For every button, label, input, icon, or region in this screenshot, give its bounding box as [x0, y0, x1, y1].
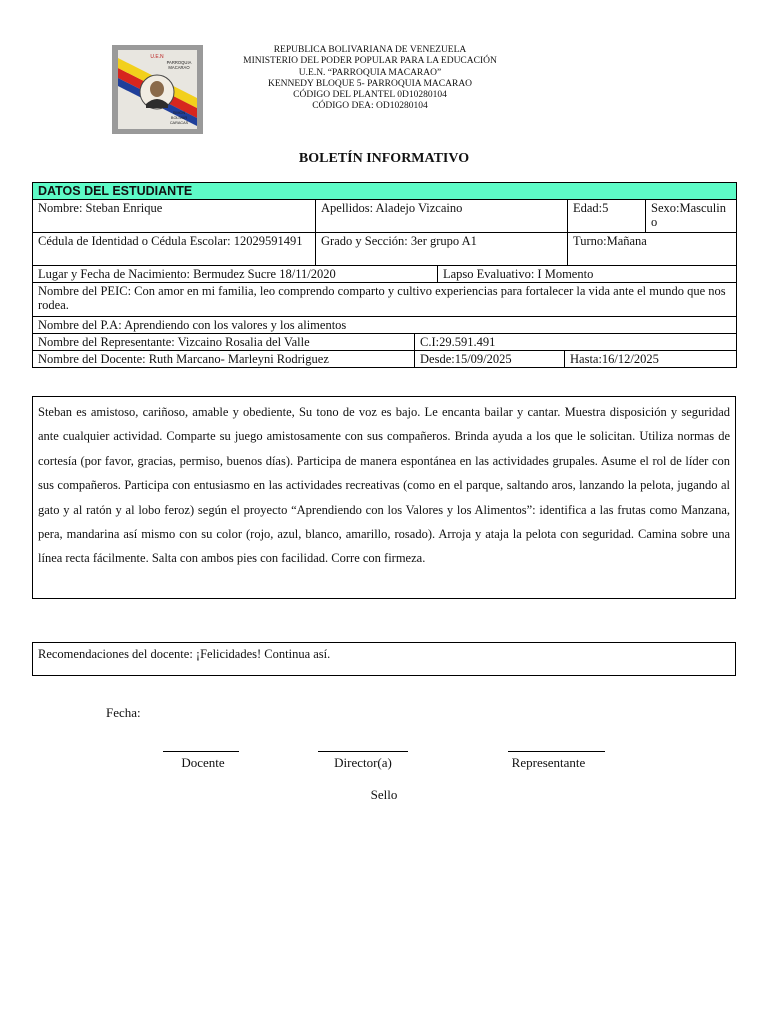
- header-line: MINISTERIO DEL PODER POPULAR PARA LA EDUCACIÓN: [243, 56, 497, 67]
- staff-data-table: [32, 333, 737, 368]
- representative-id: C.I:29.591.491: [415, 334, 737, 351]
- period-start: Desde:15/09/2025: [415, 351, 565, 368]
- evaluation-period: Lapso Evaluativo: I Momento: [438, 266, 737, 283]
- logo-school-line2: MACARAO: [168, 65, 190, 70]
- signature-line-representative: [508, 751, 605, 752]
- header-line: CÓDIGO DEA: OD10280104: [312, 101, 428, 112]
- date-label: Fecha:: [106, 705, 141, 720]
- student-name: Nombre: Steban Enrique: [33, 200, 316, 233]
- birth-place-date: Lugar y Fecha de Nacimiento: Bermudez Sucre 18/11/2020: [33, 266, 438, 283]
- student-data-table: [32, 182, 737, 266]
- signature-label-representative: Representante: [511, 755, 586, 770]
- period-end: Hasta:16/12/2025: [565, 351, 737, 368]
- student-sex: Sexo:Masculino: [646, 200, 737, 233]
- student-age: Edad:5: [568, 200, 646, 233]
- peic-name: Nombre del PEIC: Con amor en mi familia, leo comprendo comparto y cultivo experiencias para fortalecer la vida ante el mundo que nos rodea.: [33, 283, 737, 317]
- teacher-name: Nombre del Docente: Ruth Marcano- Marleyni Rodriguez: [33, 351, 415, 368]
- representative-name: Nombre del Representante: Vizcaino Rosalia del Valle: [33, 334, 415, 351]
- logo-top-text: U.E.N: [150, 54, 164, 60]
- pa-name: Nombre del P.A: Aprendiendo con los valores y los alimentos: [33, 317, 737, 334]
- seal-label: Sello: [370, 787, 398, 802]
- logo-school-line1: PARROQUIA: [166, 60, 192, 65]
- student-grade: Grado y Sección: 3er grupo A1: [316, 233, 568, 266]
- section-title: DATOS DEL ESTUDIANTE: [33, 183, 737, 200]
- header-line: REPUBLICA BOLIVARIANA DE VENEZUELA: [273, 45, 467, 55]
- header-line: U.E.N. “PARROQUIA MACARAO”: [298, 67, 442, 78]
- signature-line-teacher: [163, 751, 239, 752]
- student-id: Cédula de Identidad o Cédula Escolar: 12029591491: [33, 233, 316, 266]
- logo-bottom-line3: CARACAS: [169, 121, 189, 125]
- teacher-recommendations: Recomendaciones del docente: ¡Felicidades! Continua así.: [32, 642, 736, 676]
- logo-bottom-line1: SIMON: [172, 111, 186, 115]
- header-line: KENNEDY BLOQUE 5- PARROQUIA MACARAO: [267, 78, 473, 89]
- student-surname: Apellidos: Aladejo Vizcaino: [316, 200, 568, 233]
- school-logo: [112, 45, 203, 134]
- student-data-table-continued: [32, 265, 737, 334]
- student-shift: Turno:Mañana: [568, 233, 737, 266]
- header-line: CÓDIGO DEL PLANTEL 0D10280104: [293, 90, 447, 101]
- logo-bottom-line2: BOLIVAR: [170, 116, 188, 120]
- document-title: BOLETÍN INFORMATIVO: [298, 151, 470, 166]
- observation-text: Steban es amistoso, cariñoso, amable y obediente, Su tono de voz es bajo. Le encanta bailar y cantar. Muestra disposición y seguridad ante cualquier actividad. Comparte su juego amistosamente con sus compañeros. Brinda ayuda a los que le solicitan. Utiliza normas de cortesía (por favor, gracias, permiso, buenos días). Participa de manera espontánea en las actividades grupales. Asume el rol de líder con sus compañeros. Participa con entusiasmo en las actividades recreativas (como en el parque, saltando aros, lanzando la pelota, jugando al gato y al ratón y al lobo feroz) según el proyecto “Aprendiendo con los Valores y los Alimentos”: identifica a las frutas como Manzana, pera, mandarina así mismo con su color (rojo, azul, blanco, amarillo, rosado). Arroja y ataja la pelota con seguridad. Camina sobre una línea recta fácilmente. Salta con ambos pies con facilidad. Corre con firmeza.: [32, 396, 736, 599]
- signature-line-director: [318, 751, 408, 752]
- signature-label-director: Director(a): [334, 755, 392, 770]
- signature-label-teacher: Docente: [181, 755, 225, 770]
- institution-header: [225, 45, 515, 113]
